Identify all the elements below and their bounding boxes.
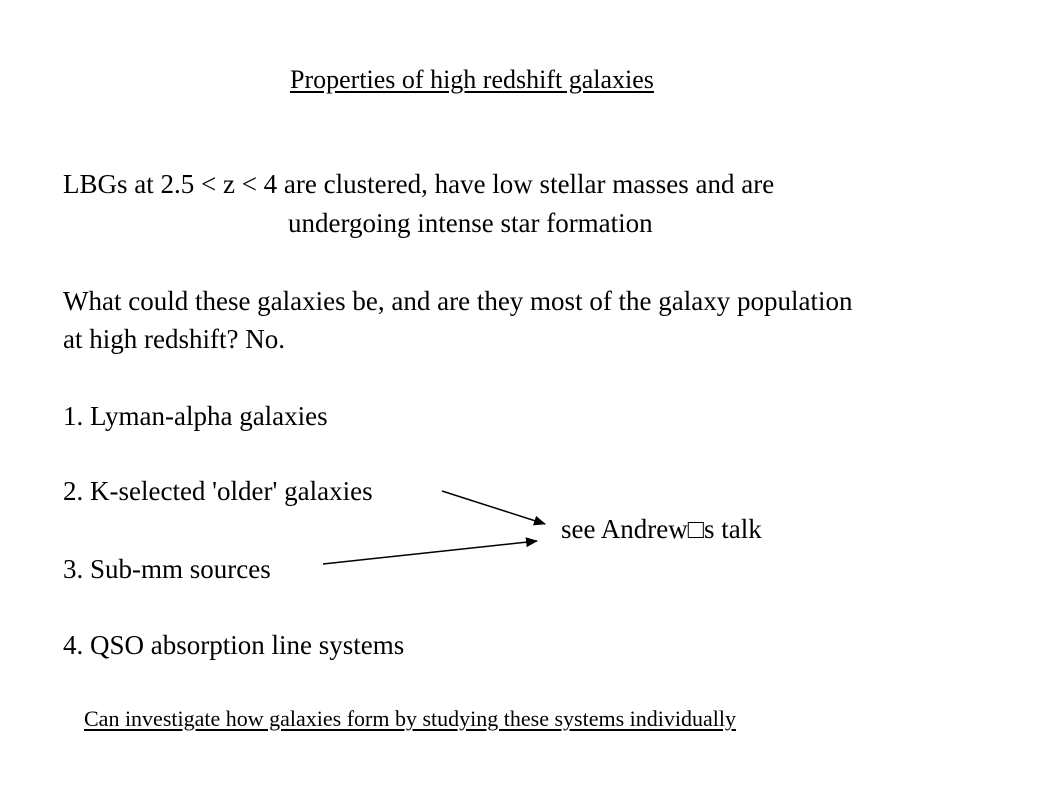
footer-note: Can investigate how galaxies form by studying these systems individually bbox=[84, 706, 736, 731]
slide-title: Properties of high redshift galaxies bbox=[290, 65, 654, 94]
list-item-qso: 4. QSO absorption line systems bbox=[63, 630, 405, 660]
list-item-lyman-alpha: 1. Lyman-alpha galaxies bbox=[63, 401, 328, 431]
arrow-from-sub-mm bbox=[323, 541, 537, 564]
intro-line-2: undergoing intense star formation bbox=[288, 208, 653, 238]
intro-line-1: LBGs at 2.5 < z < 4 are clustered, have low stellar masses and are bbox=[63, 169, 775, 199]
arrow-from-k-selected bbox=[442, 491, 545, 524]
list-item-sub-mm: 3. Sub-mm sources bbox=[63, 554, 271, 584]
andrews-talk-note: see Andrew□s talk bbox=[561, 514, 762, 544]
list-item-k-selected: 2. K-selected 'older' galaxies bbox=[63, 476, 373, 506]
question-line-2: at high redshift? No. bbox=[63, 324, 285, 354]
question-line-1: What could these galaxies be, and are they most of the galaxy population bbox=[63, 286, 853, 316]
